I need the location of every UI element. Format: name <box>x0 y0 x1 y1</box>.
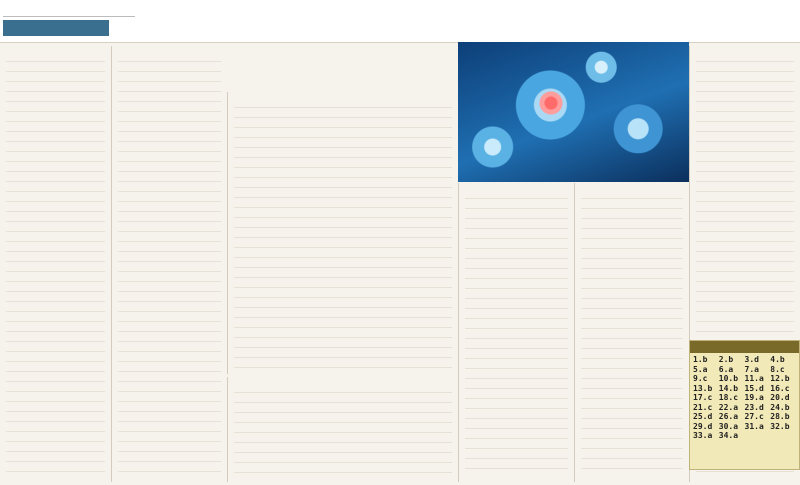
text-column-2 <box>111 46 227 482</box>
answer-entry: 10.b <box>718 374 739 383</box>
series-label <box>3 2 135 17</box>
answer-grid <box>690 353 799 443</box>
answer-entry: 3.d <box>744 355 759 364</box>
answer-entry: 6.a <box>718 364 734 374</box>
answer-entry: 33.a <box>693 431 713 440</box>
answer-entry: 18.c <box>718 393 739 402</box>
answer-entry: 8.c <box>770 364 785 374</box>
answer-entry: 22.a <box>718 402 739 412</box>
answer-entry: 16.c <box>770 383 790 393</box>
answer-entry: 30.a <box>718 421 739 431</box>
answer-entry: 2.b <box>718 355 734 364</box>
page-title <box>222 2 797 40</box>
column-3-bottom-text-lines <box>234 383 452 476</box>
answer-entry: 24.b <box>770 402 790 412</box>
text-column-1 <box>0 46 111 482</box>
answer-entry: 17.c <box>693 393 713 402</box>
answer-entry: 25.d <box>693 412 713 421</box>
answer-entry: 28.b <box>770 412 790 421</box>
text-column-5 <box>574 183 689 482</box>
answer-entry: 31.a <box>744 421 764 431</box>
answer-entry: 13.b <box>693 383 713 393</box>
header-banner <box>0 0 800 43</box>
answer-entry: 23.d <box>744 402 764 412</box>
answer-entry: 4.b <box>770 355 785 364</box>
text-column-3 <box>227 92 458 374</box>
cell-image <box>458 42 689 182</box>
column-4-text-lines <box>465 189 568 476</box>
column-1-text-lines <box>6 52 105 476</box>
column-2-text-lines <box>118 52 221 476</box>
answer-entry: 7.a <box>744 364 759 374</box>
text-column-4 <box>458 183 574 482</box>
answer-entry: 32.b <box>770 421 790 431</box>
section-label <box>3 20 109 36</box>
answer-entry: 14.b <box>718 383 739 393</box>
answer-entry: 34.a <box>718 431 739 440</box>
answer-entry: 9.c <box>693 374 708 383</box>
answer-entry: 27.c <box>744 412 764 421</box>
answer-entry: 19.a <box>744 393 764 402</box>
answer-entry: 26.a <box>718 412 739 421</box>
answer-entry: 20.d <box>770 393 790 402</box>
answer-key-title <box>690 341 799 353</box>
answer-entry: 1.b <box>693 355 708 364</box>
answer-entry: 12.b <box>770 374 790 383</box>
text-column-3-bottom <box>227 377 458 482</box>
answer-entry: 5.a <box>693 364 708 374</box>
answer-entry: 29.d <box>693 421 713 431</box>
column-3-text-lines <box>234 98 452 368</box>
cell-nucleus-highlight <box>538 90 564 116</box>
answer-entry: 15.d <box>744 383 764 393</box>
answer-entry: 11.a <box>744 374 764 383</box>
answer-entry: 21.c <box>693 402 713 412</box>
footer-credit <box>700 472 800 484</box>
answer-key <box>689 340 800 470</box>
column-5-text-lines <box>581 189 683 476</box>
